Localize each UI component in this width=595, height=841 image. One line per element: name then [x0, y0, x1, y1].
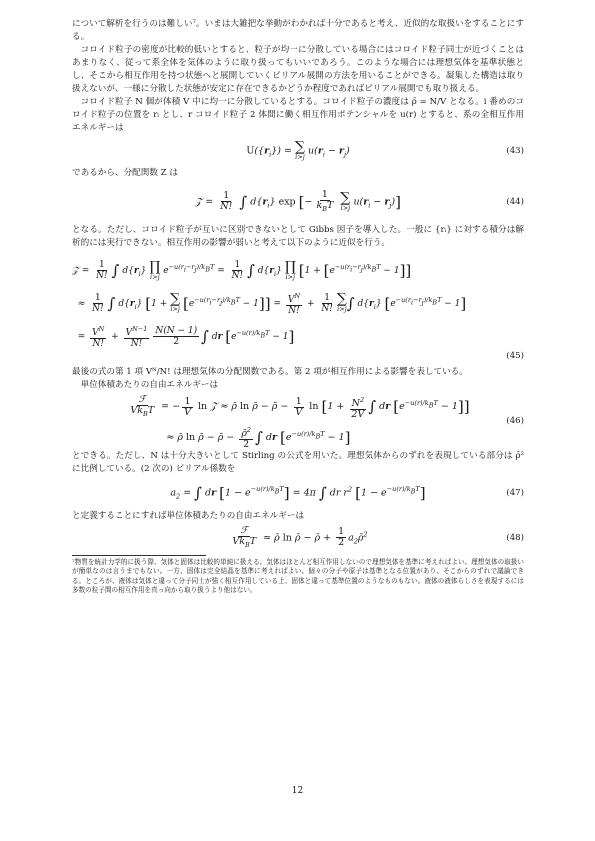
paragraph: コロイド粒子 N 個が体積 V 中に均一に分散しているとする。コロイド粒子の濃度は ρ̄ = N/V となる。i 番めのコロイド粒子の位置を rᵢ とし、r コロイド粒子 2 体間に働く相互作用ポテンシャルを u(r) とすると、系の全相互作用エネルギーは [72, 97, 524, 133]
equation-number: (46) [506, 415, 524, 426]
footnote: ⁷物質を統計力学的に扱う際、気体と固体は比較的単純に扱える。気体はほとんど相互作用しないので理想気体を基準に考えればよい。理想気体の取扱いが簡単なのは言うまでもない。一方、固体は完全結晶を基準に考えればよい。個々の分子や原子は基準となる位置があり、そこからのずれで議論できる。ところが、液体は気体と違って分子同士が強く相互作用している上、固体と違って基準位置のようなものもない。液体の液体らしさを表現するには多数の粒子間の相互作用を真っ向から取り扱うより他はない。 [72, 557, 524, 595]
equation-46: $\frac{\text{ℱ}}{Vk_BT}$ = − $\frac{1}{V}$ ln 𝒵 ≈ ρ̄ ln ρ̄ − ρ̄ − $\frac{1}{V}$ ln [1 + $\frac{N^2}{2V}$ ∫ dr $[e^{-u(r)/k_BT} - 1]$] ≈ ρ̄ ln ρ̄ − ρ̄ − $\frac{\rhō^2}{2}$ ∫ dr $[e^{-u(r)/k_BT} - 1]$ (46) [130, 394, 524, 450]
footnote-rule [72, 555, 206, 556]
equation-number: (45) [506, 350, 524, 361]
equation-45: 𝒵 = $\frac{1}{N!}$ ∫ $d\{r_i\}$ ∏ i>j $e^{-u(r_i-r_j)/k_BT}$ = $\frac{1}{N!}$ ∫ $d\{r_i\}$ ∏ i>j $[1 + [e^{-u(r_i-r_j)/k_BT} - 1]]$ ≈ $\frac{1}{N!}$ ∫ $d\{r_i\} [1$ + ∑ i>j $[e^{-u(r_i-r_j)/k_BT} - 1]$] = $\frac{V^N}{N!}$ + $\frac{1}{N!}$ ∑ i>j ∫ $d\{r_i\} [e^{-u(r_i-r_j)/k_BT} - 1]$ = $\frac{V^N}{N!}$ + $\frac{V^{N-1}}{N!}$ $\frac{N(N - 1)}{2}$ ∫ dr $[e^{-u(r)/k_BT} - 1]$ (45) [72, 258, 524, 361]
page-body [72, 18, 524, 596]
paragraph: とできる。ただし、N は十分大きいとして Stirling の公式を用いた。理想気体からのずれを表現している部分は ρ̄² に比例している。(2 次の) ビリアル係数を [72, 450, 524, 474]
equation-number: (44) [506, 197, 524, 207]
paragraph: 単位体積あたりの自由エネルギーは [80, 379, 219, 390]
equation-number: (43) [506, 146, 524, 156]
paragraph: 最後の式の第 1 項 Vᴺ/N! は理想気体の分配関数である。第 2 項が相互作用による影響を表している。 [72, 366, 468, 377]
paragraph: となる。ただし、コロイド粒子が互いに区別できないとして Gibbs 因子を導入した。一般に {rᵢ} に対する積分は解析的には実行できない。相互作用の影響が弱いと考えて以下のように近似を行う。 [72, 225, 524, 248]
paragraph: について解析を行うのは難しい⁷。いまは大雑把な挙動がわかれば十分であると考え、近似的な取扱いをすることにする。 [72, 19, 524, 42]
equation-number: (48) [506, 532, 524, 543]
equation-44: 𝒵 = $\frac{1}{N!}$ ∫ $d\{r_i\}$ exp [− $\frac{1}{k_BT}$ ∑ i>j $u(r_i - r_j)$] (44) [195, 189, 524, 213]
equation-43: $U(\{r_i\})$ = ∑ i>j $u(r_i - r_j)$ (43) [246, 139, 524, 161]
paragraph: と定義することにすれば単位体積あたりの自由エネルギーは [72, 510, 305, 521]
equation-47: $a_2$ = ∫ dr $[1 - e^{-u(r)/k_BT}] = 4\pi$ ∫ dr $r^2$ $[1 - e^{-u(r)/k_BT}]$ (47) [170, 483, 524, 502]
page-number: 12 [291, 786, 304, 796]
equation-number: (47) [506, 487, 524, 498]
paragraph: コロイド粒子の密度が比較的低いとすると、粒子が均一に分散している場合にはコロイド粒子同士が近づくことはあまりなく、従って系全体を気体のように取り扱ってもいいであろう。このような場合には理想気体を基準状態とし、そこから相互作用を持つ状態へと展開していくビリアル展開の方法を用いることができる。凝集した構造は取り扱えないが、一様に分散した状態が安定に存在できるかどうか程度であればビリアル展開でも取り扱える。 [72, 45, 524, 94]
equation-48: $\frac{\text{ℱ}}{Vk_BT}$ ≈ ρ̄ ln ρ̄ − ρ̄ + $\frac{1}{2}$ $a_2\rhō^2$ (48) [232, 524, 524, 549]
paragraph: であるから、分配関数 Z は [72, 168, 178, 178]
